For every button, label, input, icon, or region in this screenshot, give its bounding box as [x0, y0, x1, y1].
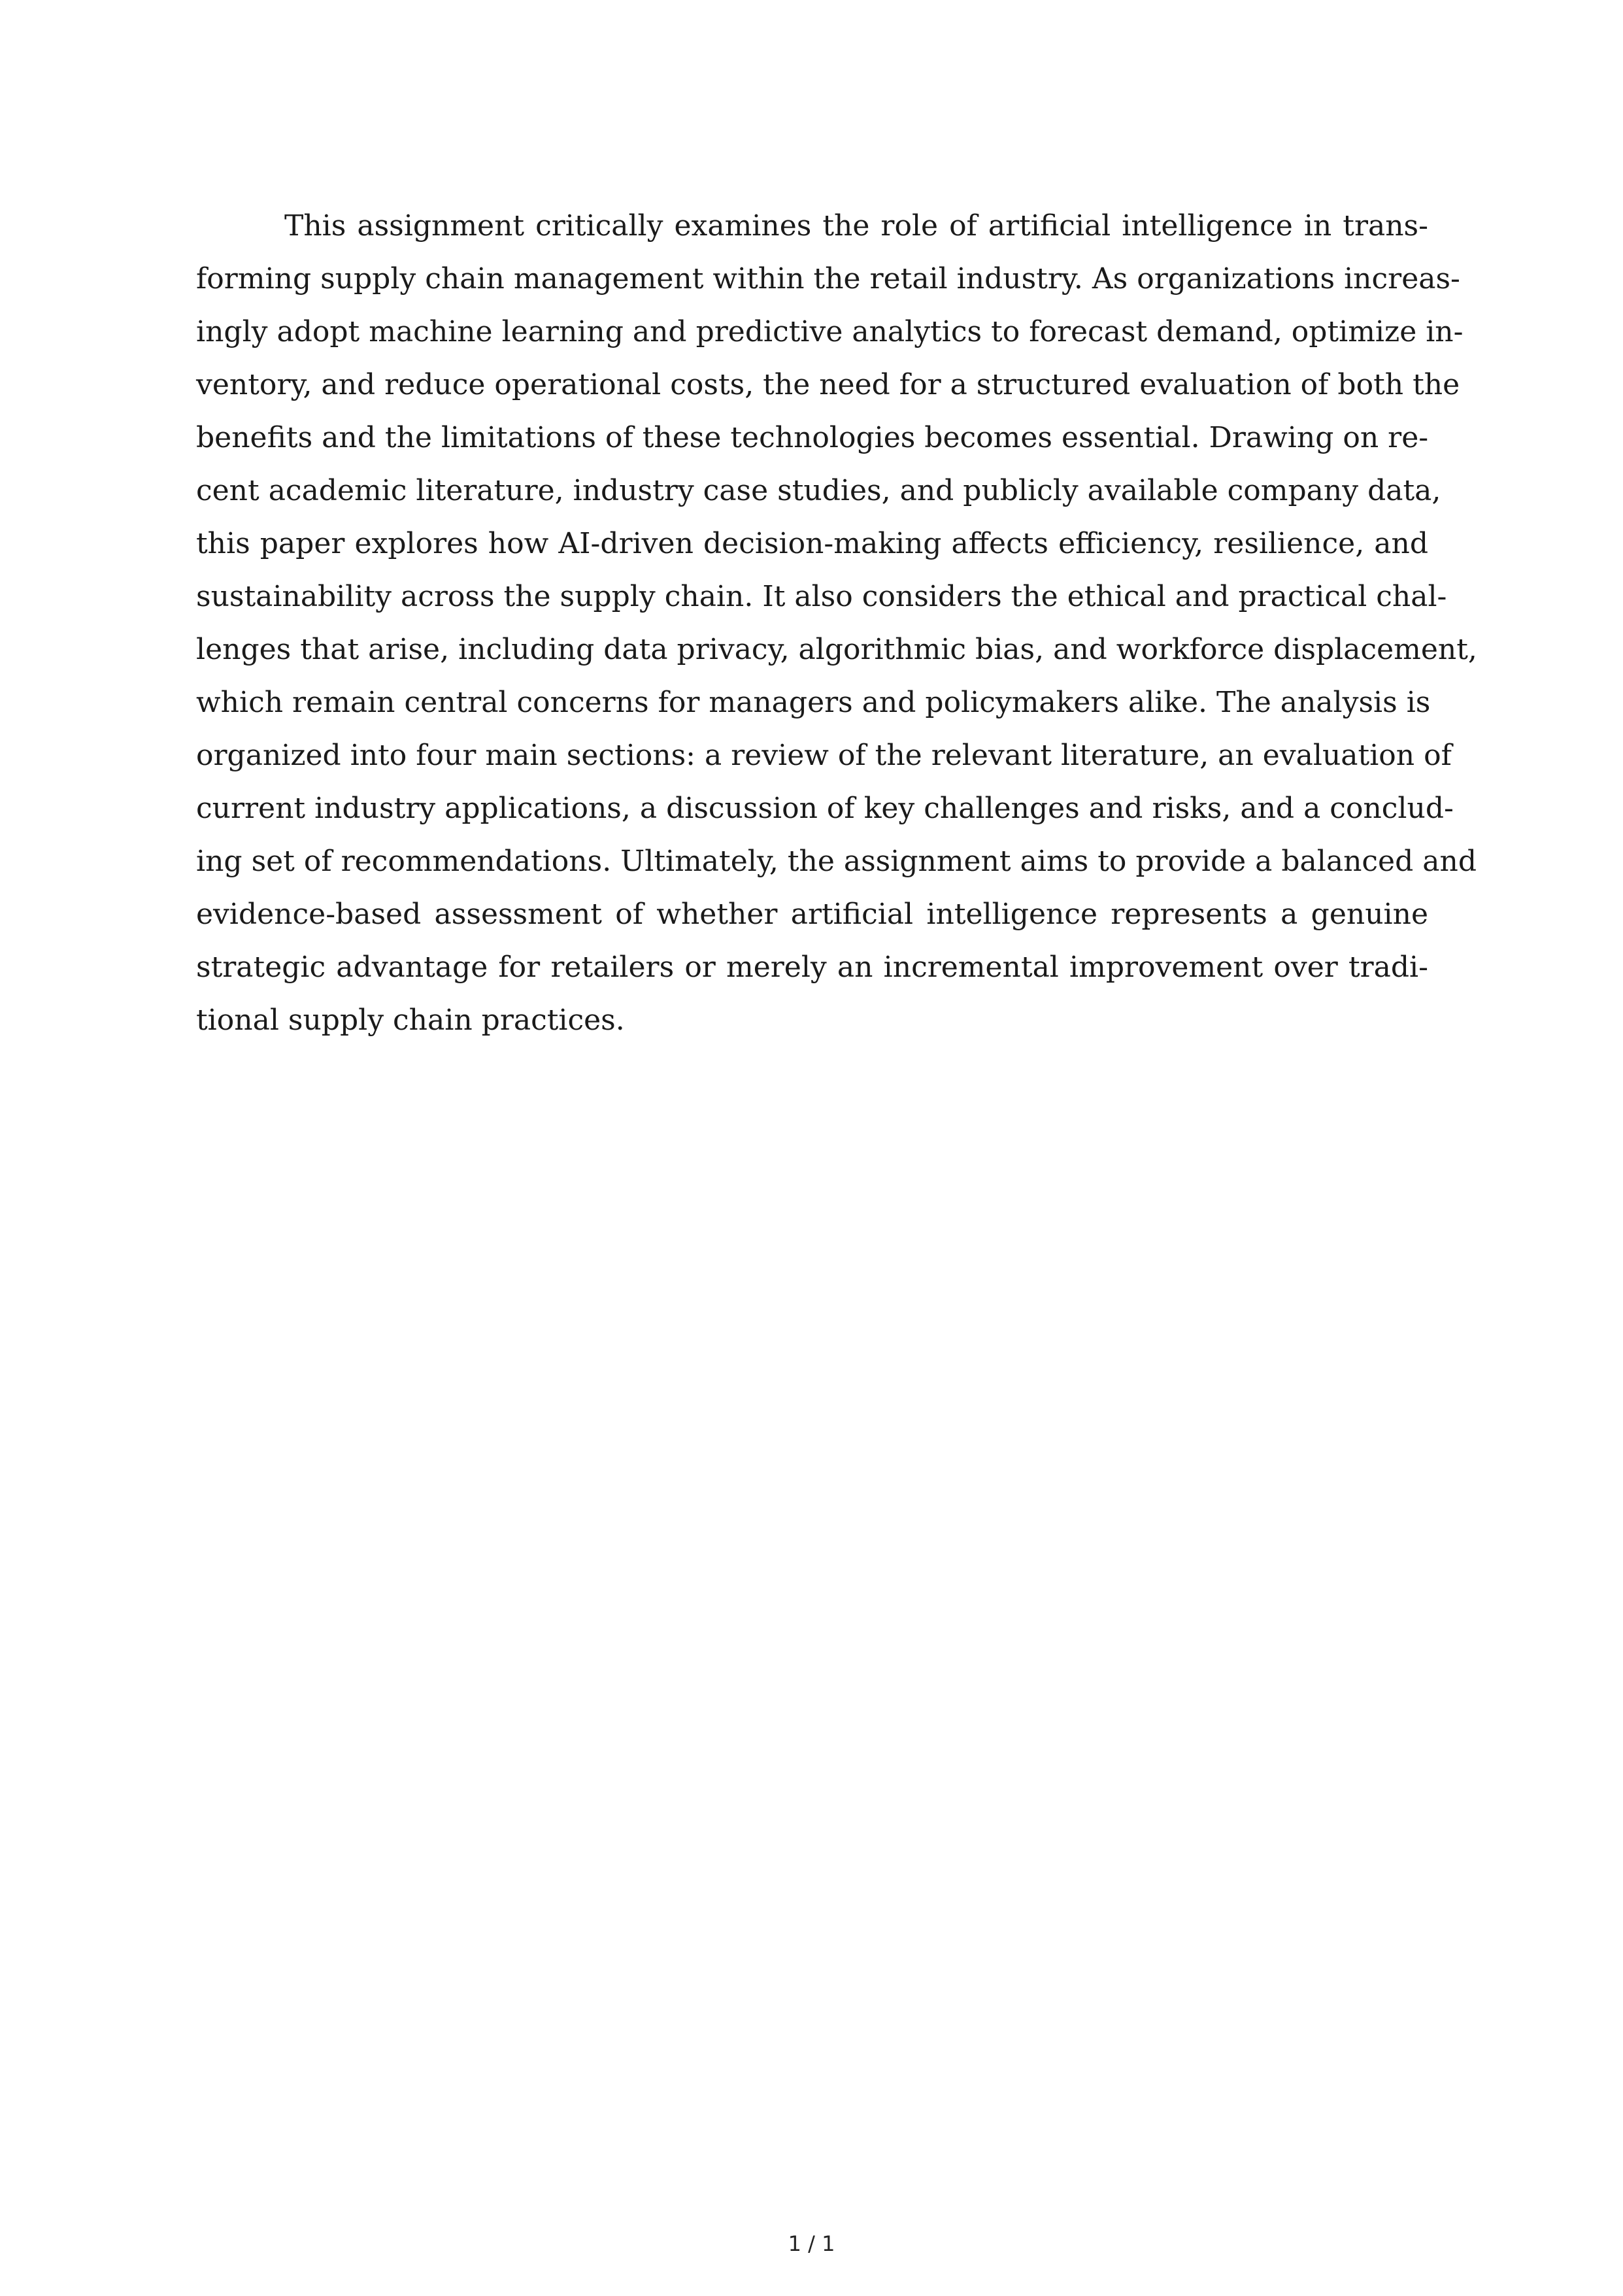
paragraph-line: ingly adopt machine learning and predictive analytics to forecast demand, optimize in-	[196, 315, 1464, 348]
page-number: 1 / 1	[788, 2231, 835, 2256]
paragraph-line: ing set of recommendations. Ultimately, the assignment aims to provide a balanced and	[196, 845, 1477, 878]
paragraph-line: strategic advantage for retailers or merely an incremental improvement over tradi-	[196, 951, 1428, 984]
body-paragraph	[196, 199, 1477, 1047]
paragraph-line: organized into four main sections: a review of the relevant literature, an evaluation of	[196, 739, 1452, 772]
paragraph-line: This assignment critically examines the role of artificial intelligence in trans-	[284, 209, 1428, 243]
paragraph-line: this paper explores how AI-driven decision-making affects efficiency, resilience, and	[196, 527, 1428, 560]
paragraph-line: sustainability across the supply chain. It also considers the ethical and practical chal-	[196, 580, 1447, 613]
paragraph-line: current industry applications, a discussion of key challenges and risks, and a conclud-	[196, 792, 1454, 825]
paragraph-line: cent academic literature, industry case studies, and publicly available company data,	[196, 474, 1441, 507]
paragraph-line: lenges that arise, including data privacy, algorithmic bias, and workforce displacement,	[196, 633, 1477, 666]
paragraph-line: forming supply chain management within the retail industry. As organizations increas-	[196, 262, 1460, 295]
paragraph-line: tional supply chain practices.	[196, 1004, 625, 1037]
paragraph-line: which remain central concerns for managers and policymakers alike. The analysis is	[196, 686, 1431, 719]
paragraph-line: ventory, and reduce operational costs, the need for a structured evaluation of both the	[196, 368, 1460, 401]
paragraph-line: evidence-based assessment of whether artificial intelligence represents a genuine	[196, 898, 1428, 931]
paragraph-line: benefits and the limitations of these technologies becomes essential. Drawing on re-	[196, 421, 1429, 454]
